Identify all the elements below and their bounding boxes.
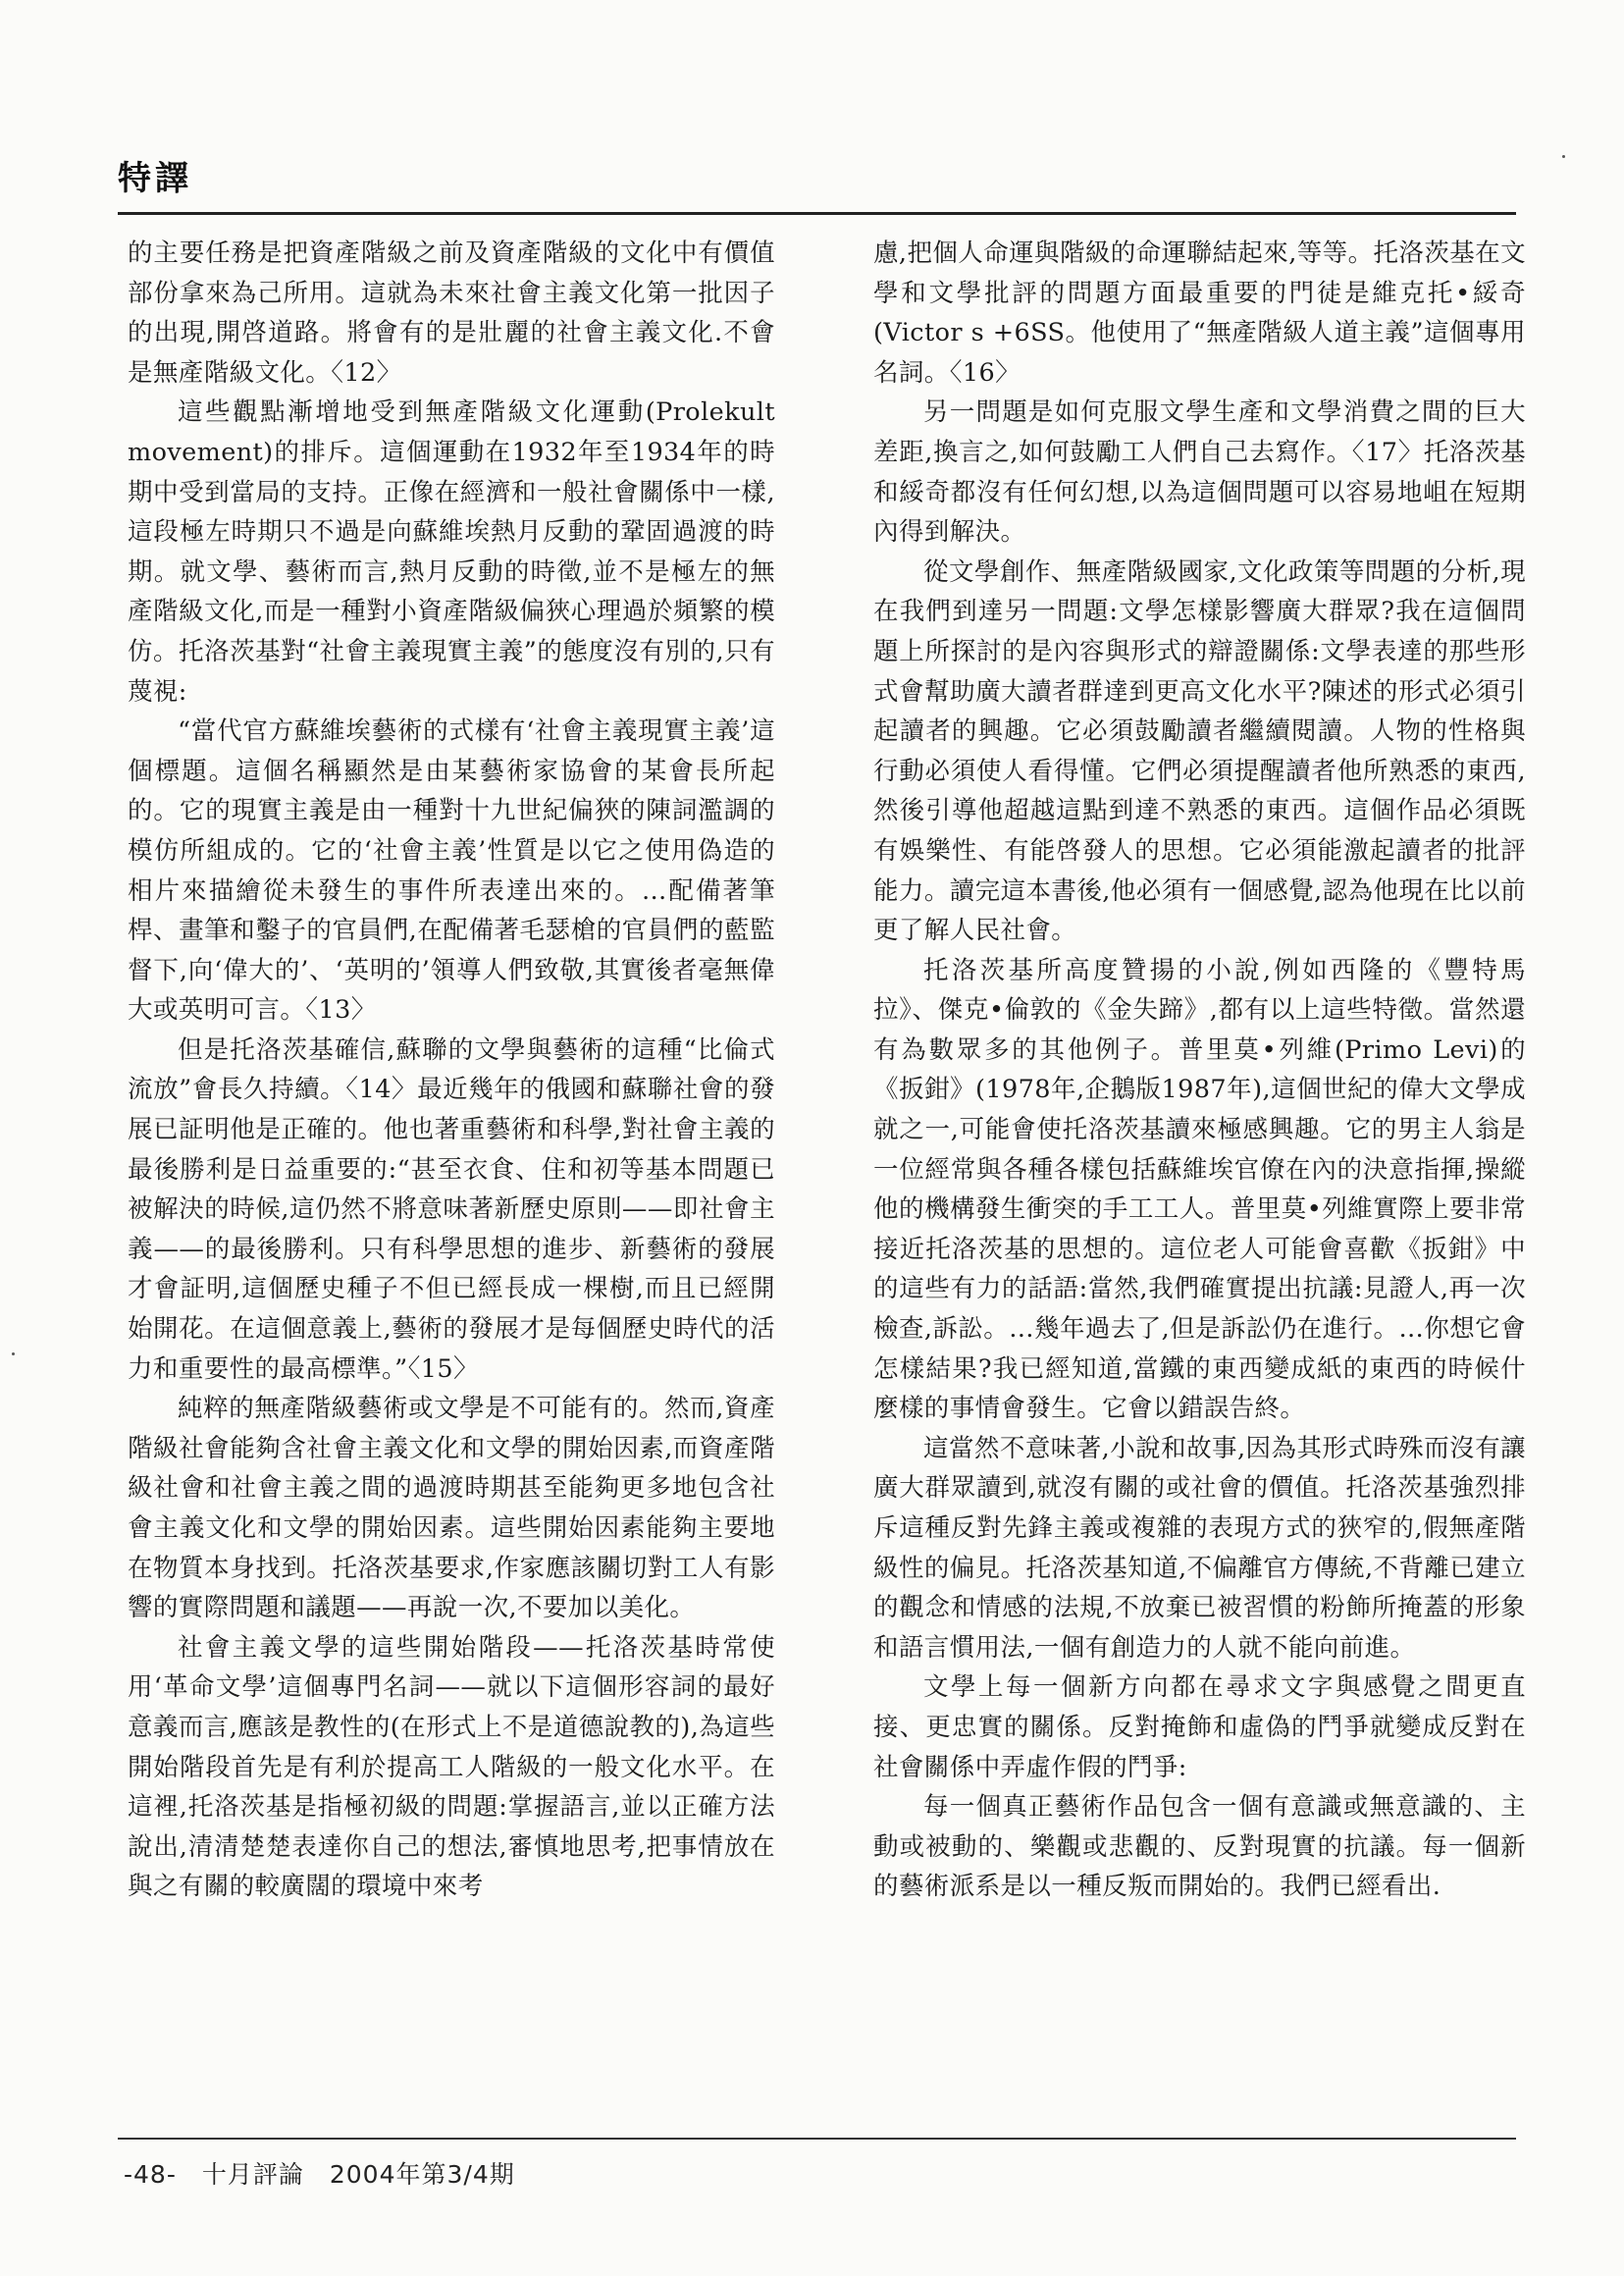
scan-speck (12, 1352, 15, 1355)
paragraph: 慮,把個人命運與階級的命運聯結起來,等等。托洛茨基在文學和文學批評的問題方面最重要的門徒是維克托•綏奇(Victor s +6SS。他使用了“無產階級人道主義”這個專用名詞。〈16〉 (873, 238, 1526, 388)
paragraph: 這當然不意味著,小說和故事,因為其形式時殊而沒有讓廣大群眾讀到,就沒有關的或社會的價值。托洛茨基強烈排斥這種反對先鋒主義或複雜的表現方式的狹窄的,假無產階級性的偏見。托洛茨基知道,不偏離官方傳統,不背離已建立的觀念和情感的法規,不放棄已被習慣的粉飾所掩蓋的形象和語言慣用法,一個有創造力的人就不能向前進。 (873, 1433, 1526, 1663)
right-column (873, 234, 1526, 1907)
paragraph: 的主要任務是把資產階級之前及資產階級的文化中有價值部份拿來為己所用。這就為未來社會主義文化第一批因子的出現,開啓道路。將會有的是壯麗的社會主義文化.不會是無產階級文化。〈12〉 (128, 238, 775, 388)
footer-divider (118, 2138, 1516, 2140)
page-number: -48- (124, 2160, 177, 2189)
journal-title: 十月評論 (201, 2160, 304, 2189)
block-quote: 每一個真正藝術作品包含一個有意識或無意識的、主動或被動的、樂觀或悲觀的、反對現實的抗議。每一個新的藝術派系是以一種反叛而開始的。我們已經看出. (873, 1792, 1526, 1902)
paragraph: 另一問題是如何克服文學生產和文學消費之間的巨大差距,換言之,如何鼓勵工人們自己去寫作。〈17〉托洛茨基和綏奇都沒有任何幻想,以為這個問題可以容易地岨在短期內得到解決。 (873, 397, 1526, 548)
page-footer (124, 2155, 541, 2191)
paragraph: 文學上每一個新方向都在尋求文字與感覺之間更直接、更忠實的關係。反對掩飾和虛偽的鬥爭就變成反對在社會關係中弄虛作假的鬥爭: (873, 1672, 1526, 1782)
paragraph: 社會主義文學的這些開始階段——托洛茨基時常使用‘革命文學’這個專門名詞——就以下這個形容詞的最好意義而言,應該是教性的(在形式上不是道德說教的),為這些開始階段首先是有利於提高工人階級的一般文化水平。在這裡,托洛茨基是指極初級的問題:掌握語言,並以正確方法說出,清清楚楚表達你自己的想法,審慎地思考,把事情放在與之有關的較廣闊的環境中來考 (128, 1632, 775, 1902)
scan-speck (1562, 155, 1565, 158)
page-header (118, 157, 1511, 200)
issue-label: 2004年第3/4期 (329, 2160, 515, 2189)
paragraph: 但是托洛茨基確信,蘇聯的文學與藝術的這種“比倫式流放”會長久持續。〈14〉最近幾年的俄國和蘇聯社會的發展已証明他是正確的。他也著重藝術和科學,對社會主義的最後勝利是日益重要的:“甚至衣食、住和初等基本問題已被解決的時候,這仍然不將意味著新歷史原則——即社會主義——的最後勝利。只有科學思想的進步、新藝術的發展才會証明,這個歷史種子不但已經長成一棵樹,而且已經開始開花。在這個意義上,藝術的發展才是每個歷史時代的活力和重要性的最高標準。”〈15〉 (128, 1034, 775, 1384)
block-quote: “當代官方蘇維埃藝術的式樣有‘社會主義現實主義’這個標題。這個名稱顯然是由某藝術家協會的某會長所起的。它的現實主義是由一種對十九世紀偏狹的陳詞濫調的模仿所組成的。它的‘社會主義’性質是以它之使用偽造的相片來描繪從未發生的事件所表達出來的。…配備著筆桿、畫筆和鑿子的官員們,在配備著毛瑟槍的官員們的藍監督下,向‘偉大的’、‘英明的’領導人們致敬,其實後者毫無偉大或英明可言。〈13〉 (128, 716, 775, 1026)
paragraph: 托洛茨基所高度贊揚的小說,例如西隆的《豐特馬拉》、傑克•倫敦的《金失蹄》,都有以上這些特徵。當然還有為數眾多的其他例子。普里莫•列維(Primo Levi)的《扳鉗》(1978年,企鵝版1987年),這個世紀的偉大文學成就之一,可能會使托洛茨基讀來極感興趣。它的男主人翁是一位經常與各種各樣包括蘇維埃官僚在內的決意指揮,操縱他的機構發生衝突的手工工人。普里莫•列維實際上要非常接近托洛茨基的思想的。這位老人可能會喜歡《扳鉗》中的這些有力的話語:當然,我們確實提出抗議:見證人,再一次檢查,訴訟。…幾年過去了,但是訴訟仍在進行。…你想它會怎樣結果?我已經知道,當鐵的東西變成紙的東西的時候什麼樣的事情會發生。它會以錯誤告終。 (873, 955, 1526, 1424)
left-column (128, 234, 775, 1907)
section-title: 特譯 (118, 159, 192, 198)
paragraph: 純粹的無產階級藝術或文學是不可能有的。然而,資產階級社會能夠含社會主義文化和文學的開始因素,而資產階級社會和社會主義之間的過渡時期甚至能夠更多地包含社會主義文化和文學的開始因素。這些開始因素能夠主要地在物質本身找到。托洛茨基要求,作家應該關切對工人有影響的實際問題和議題——再說一次,不要加以美化。 (128, 1394, 775, 1623)
header-divider (118, 212, 1516, 215)
paragraph: 從文學創作、無產階級國家,文化政策等問題的分析,現在我們到達另一問題:文學怎樣影響廣大群眾?我在這個問題上所探討的是內容與形式的辯證關係:文學表達的那些形式會幫助廣大讀者群達到更高文化水平?陳述的形式必須引起讀者的興趣。它必須鼓勵讀者繼續閱讀。人物的性格與行動必須使人看得懂。它們必須提醒讀者他所熟悉的東西,然後引導他超越這點到達不熟悉的東西。這個作品必須既有娛樂性、有能啓發人的思想。它必須能激起讀者的批評能力。讀完這本書後,他必須有一個感覺,認為他現在比以前更了解人民社會。 (873, 556, 1526, 946)
paragraph: 這些觀點漸增地受到無產階級文化運動(Prolekult movement)的排斥。這個運動在1932年至1934年的時期中受到當局的支持。正像在經濟和一般社會關係中一樣,這段極左時期只不過是向蘇維埃熱月反動的鞏固過渡的時期。就文學、藝術而言,熱月反動的時徵,並不是極左的無產階級文化,而是一種對小資產階級偏狹心理過於頻繁的模仿。托洛茨基對“社會主義現實主義”的態度沒有別的,只有蔑視: (128, 397, 775, 707)
